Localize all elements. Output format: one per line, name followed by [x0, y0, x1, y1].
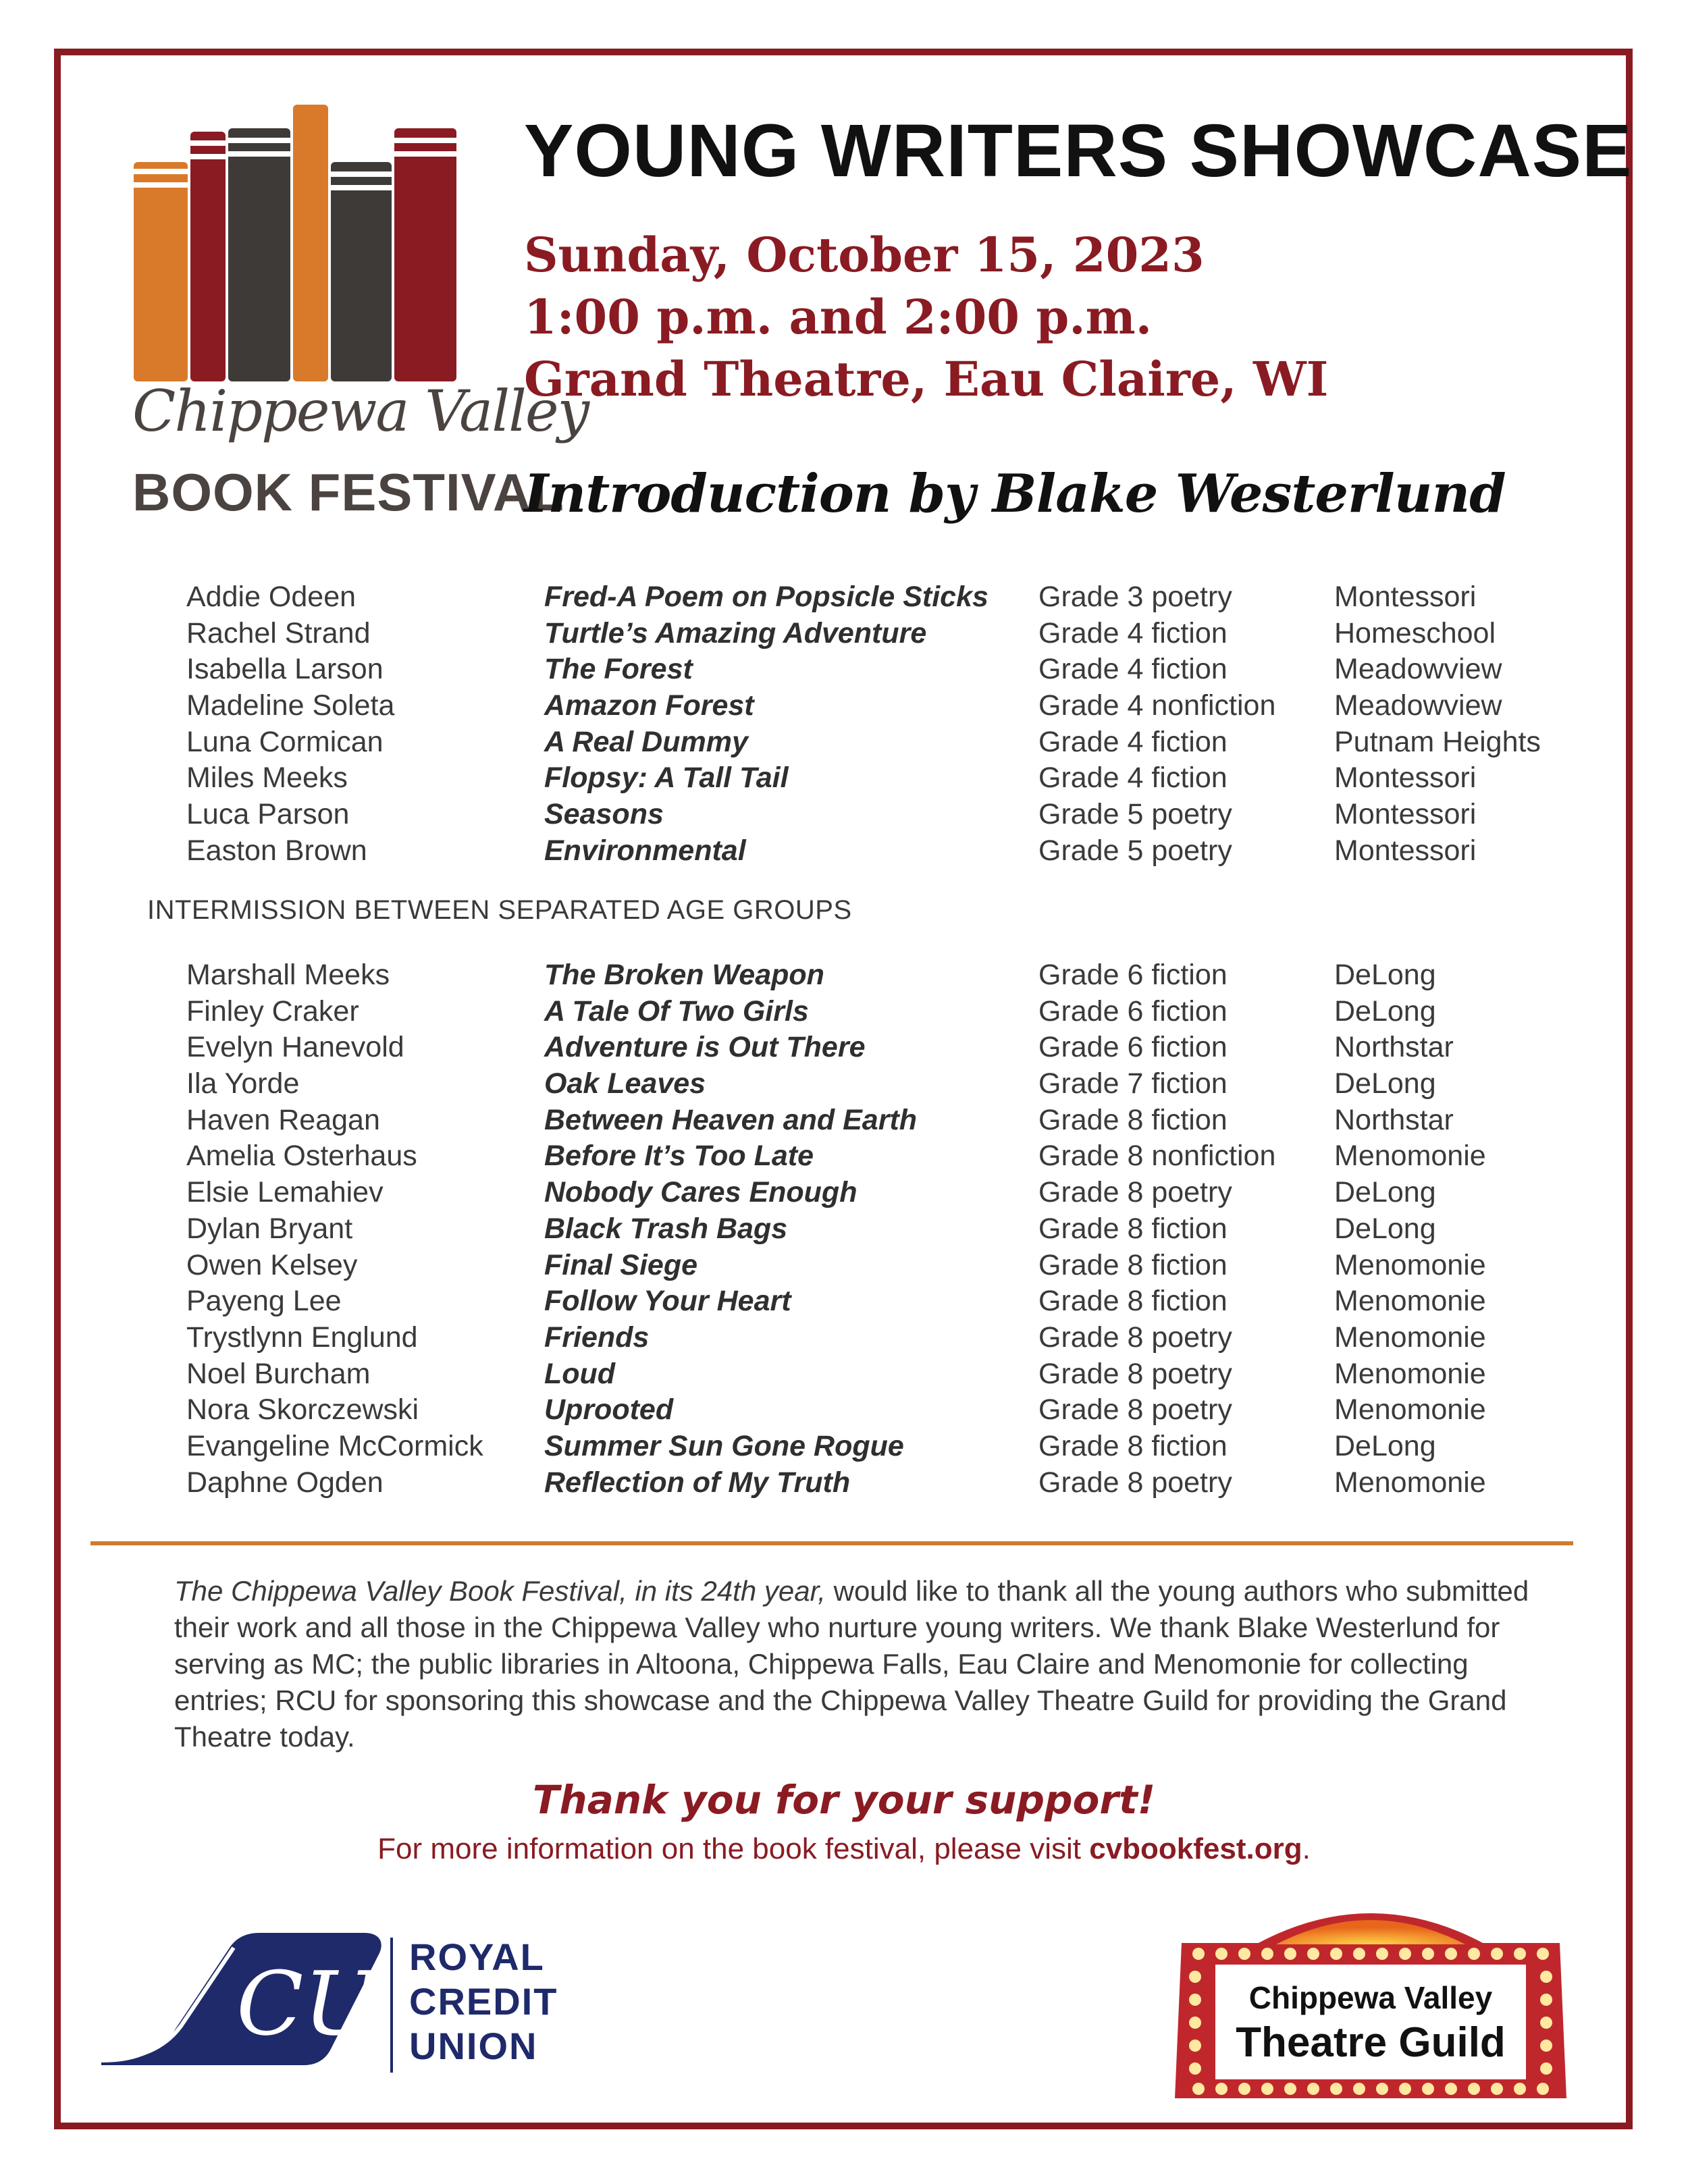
- author-name: Evelyn Hanevold: [186, 1031, 404, 1064]
- grade-category: Grade 6 fiction: [1038, 994, 1228, 1028]
- school-name: Putnam Heights: [1334, 725, 1541, 758]
- work-title: Black Trash Bags: [544, 1212, 788, 1245]
- book-icon: [293, 105, 328, 381]
- marquee-bulb-icon: [1284, 1948, 1296, 1960]
- author-name: Luca Parson: [186, 798, 350, 831]
- grade-category: Grade 8 poetry: [1038, 1393, 1232, 1427]
- entry-row: [186, 1283, 1604, 1320]
- school-name: Menomonie: [1334, 1285, 1486, 1318]
- work-title: Flopsy: A Tall Tail: [544, 762, 789, 795]
- entry-row: [186, 833, 1604, 870]
- author-name: Elsie Lemahiev: [186, 1176, 384, 1209]
- book-icon: [228, 128, 290, 381]
- work-title: Loud: [544, 1357, 616, 1390]
- school-name: DeLong: [1334, 1067, 1436, 1100]
- marquee-bulb-icon: [1330, 2083, 1342, 2095]
- event-venue: Grand Theatre, Eau Claire, WI: [524, 351, 1329, 407]
- grade-category: Grade 4 fiction: [1038, 653, 1228, 686]
- school-name: Menomonie: [1334, 1393, 1486, 1427]
- work-title: Environmental: [544, 834, 746, 867]
- svg-text:CU: CU: [236, 1952, 378, 2055]
- author-name: Marshall Meeks: [186, 959, 390, 991]
- work-title: Reflection of My Truth: [544, 1466, 851, 1499]
- work-title: Turtle’s Amazing Adventure: [544, 616, 927, 649]
- entry-row: [186, 957, 1604, 994]
- marquee-bulb-icon: [1330, 1948, 1342, 1960]
- roster-group-1: [186, 579, 1604, 870]
- entry-row: [186, 994, 1604, 1030]
- grade-category: Grade 8 fiction: [1038, 1212, 1228, 1245]
- entry-row: [186, 1320, 1604, 1356]
- school-name: Northstar: [1334, 1103, 1454, 1136]
- school-name: Menomonie: [1334, 1248, 1486, 1281]
- entry-row: [186, 760, 1604, 797]
- work-title: Adventure is Out There: [544, 1031, 866, 1064]
- school-name: Meadowview: [1334, 689, 1502, 722]
- work-title: Friends: [544, 1321, 650, 1354]
- work-title: Before It’s Too Late: [544, 1140, 814, 1173]
- school-name: DeLong: [1334, 1176, 1436, 1209]
- grade-category: Grade 8 poetry: [1038, 1321, 1232, 1354]
- school-name: Menomonie: [1334, 1466, 1486, 1499]
- author-name: Daphne Ogden: [186, 1466, 384, 1499]
- grade-category: Grade 4 fiction: [1038, 725, 1228, 758]
- marquee-bulb-icon: [1376, 2083, 1388, 2095]
- marquee-bulb-icon: [1445, 1948, 1457, 1960]
- grade-category: Grade 3 poetry: [1038, 581, 1232, 613]
- school-name: DeLong: [1334, 994, 1436, 1028]
- work-title: Fred-A Poem on Popsicle Sticks: [544, 581, 988, 613]
- marquee-bulb-icon: [1284, 2083, 1296, 2095]
- entry-row: [186, 651, 1604, 688]
- marquee-bulb-icon: [1468, 2083, 1480, 2095]
- marquee-bulb-icon: [1514, 2083, 1526, 2095]
- work-title: The Forest: [544, 653, 693, 686]
- work-title: Follow Your Heart: [544, 1285, 791, 1318]
- entry-row: [186, 1211, 1604, 1248]
- school-name: Montessori: [1334, 581, 1477, 613]
- event-times: 1:00 p.m. and 2:00 p.m.: [524, 289, 1153, 345]
- entry-row: [186, 1066, 1604, 1102]
- school-name: Menomonie: [1334, 1140, 1486, 1173]
- author-name: Miles Meeks: [186, 762, 348, 795]
- work-title: A Tale Of Two Girls: [544, 994, 809, 1028]
- work-title: Between Heaven and Earth: [544, 1103, 918, 1136]
- work-title: Nobody Cares Enough: [544, 1176, 858, 1209]
- author-name: Owen Kelsey: [186, 1248, 358, 1281]
- author-name: Trystlynn Englund: [186, 1321, 418, 1354]
- work-title: Oak Leaves: [544, 1067, 706, 1100]
- entry-row: [186, 688, 1604, 724]
- work-title: The Broken Weapon: [544, 959, 824, 991]
- book-icon: [190, 132, 226, 381]
- school-name: Menomonie: [1334, 1321, 1486, 1354]
- marquee-bulb-icon: [1422, 2083, 1434, 2095]
- entry-row: [186, 724, 1604, 761]
- author-name: Dylan Bryant: [186, 1212, 353, 1245]
- author-name: Evangeline McCormick: [186, 1429, 483, 1462]
- more-info-suffix: .: [1302, 1832, 1311, 1865]
- grade-category: Grade 6 fiction: [1038, 959, 1228, 991]
- marquee-bulb-icon: [1192, 2083, 1205, 2095]
- marquee-bulb-icon: [1445, 2083, 1457, 2095]
- author-name: Finley Craker: [186, 994, 359, 1028]
- marquee-bulb-icon: [1261, 1948, 1273, 1960]
- marquee-bulb-icon: [1514, 1948, 1526, 1960]
- school-name: DeLong: [1334, 1212, 1436, 1245]
- marquee-bulb-icon: [1399, 1948, 1411, 1960]
- rcu-word: ROYAL: [409, 1936, 545, 1978]
- marquee-bulb-icon: [1307, 1948, 1319, 1960]
- marquee-bulb-icon: [1192, 1948, 1205, 1960]
- school-name: Menomonie: [1334, 1357, 1486, 1390]
- author-name: Luna Cormican: [186, 725, 384, 758]
- more-info-prefix: For more information on the book festival, please visit: [377, 1832, 1090, 1865]
- author-name: Easton Brown: [186, 834, 367, 867]
- work-title: Amazon Forest: [544, 689, 754, 722]
- grade-category: Grade 8 poetry: [1038, 1357, 1232, 1390]
- author-name: Payeng Lee: [186, 1285, 342, 1318]
- author-name: Addie Odeen: [186, 581, 357, 613]
- marquee-bulb-icon: [1261, 2083, 1273, 2095]
- event-date: Sunday, October 15, 2023: [524, 227, 1205, 283]
- marquee-bulb-icon: [1353, 1948, 1365, 1960]
- rcu-separator: [390, 1938, 393, 2073]
- section-divider: [90, 1541, 1573, 1545]
- school-name: Montessori: [1334, 834, 1477, 867]
- author-name: Rachel Strand: [186, 616, 371, 649]
- marquee-bulb-icon: [1537, 1948, 1549, 1960]
- thank-you-lead: The Chippewa Valley Book Festival, in its 24th year,: [174, 1575, 826, 1607]
- school-name: Montessori: [1334, 798, 1477, 831]
- grade-category: Grade 7 fiction: [1038, 1067, 1228, 1100]
- author-name: Noel Burcham: [186, 1357, 371, 1390]
- book-icon: [134, 162, 188, 381]
- page-title: YOUNG WRITERS SHOWCASE: [524, 109, 1633, 192]
- entry-row: [186, 616, 1604, 652]
- marquee-bulb-icon: [1399, 2083, 1411, 2095]
- marquee-bulb-icon: [1238, 1948, 1250, 1960]
- logo-name-line1: Chippewa Valley: [132, 378, 589, 444]
- school-name: Meadowview: [1334, 653, 1502, 686]
- grade-category: Grade 5 poetry: [1038, 834, 1232, 867]
- website-link[interactable]: cvbookfest.org: [1089, 1832, 1302, 1865]
- logo-name-line2: BOOK FESTIVAL: [132, 462, 564, 522]
- book-stack-logo: [128, 101, 479, 520]
- marquee-bulb-icon: [1353, 2083, 1365, 2095]
- marquee-bulb-icon: [1491, 1948, 1503, 1960]
- marquee-bulb-icon: [1422, 1948, 1434, 1960]
- rcu-wordmark: [409, 1935, 558, 2069]
- theatre-guild-line2: Theatre Guild: [1236, 2019, 1506, 2066]
- author-name: Ila Yorde: [186, 1067, 300, 1100]
- marquee-bulb-icon: [1537, 2083, 1549, 2095]
- theatre-guild-line1: Chippewa Valley: [1248, 1980, 1493, 2015]
- support-heading: Thank you for your support!: [532, 1777, 1156, 1823]
- entry-row: [186, 1429, 1604, 1465]
- entry-row: [186, 1138, 1604, 1175]
- entry-row: [186, 1102, 1604, 1139]
- entry-row: [186, 579, 1604, 616]
- author-name: Nora Skorczewski: [186, 1393, 419, 1427]
- grade-category: Grade 8 fiction: [1038, 1248, 1228, 1281]
- entry-row: [186, 797, 1604, 833]
- work-title: Uprooted: [544, 1393, 674, 1427]
- intermission-note: INTERMISSION BETWEEN SEPARATED AGE GROUPS: [147, 895, 852, 925]
- marquee-bulb-icon: [1491, 2083, 1503, 2095]
- book-icon: [331, 162, 392, 381]
- marquee-bulb-icon: [1238, 2083, 1250, 2095]
- roster-group-2: [186, 957, 1604, 1501]
- school-name: DeLong: [1334, 959, 1436, 991]
- rcu-word: UNION: [409, 2025, 538, 2067]
- work-title: Seasons: [544, 798, 664, 831]
- entry-row: [186, 1465, 1604, 1501]
- marquee-bulb-icon: [1215, 2083, 1228, 2095]
- grade-category: Grade 5 poetry: [1038, 798, 1232, 831]
- more-info-line: [0, 1832, 1688, 1866]
- marquee-bulb-icon: [1468, 1948, 1480, 1960]
- school-name: Montessori: [1334, 762, 1477, 795]
- entry-row: [186, 1030, 1604, 1066]
- book-icon: [394, 128, 456, 381]
- author-name: Isabella Larson: [186, 653, 384, 686]
- grade-category: Grade 8 nonfiction: [1038, 1140, 1276, 1173]
- grade-category: Grade 8 poetry: [1038, 1466, 1232, 1499]
- entry-row: [186, 1356, 1604, 1393]
- school-name: DeLong: [1334, 1429, 1436, 1462]
- work-title: A Real Dummy: [544, 725, 748, 758]
- grade-category: Grade 4 fiction: [1038, 616, 1228, 649]
- rcu-logo-icon: [101, 1927, 385, 2069]
- author-name: Haven Reagan: [186, 1103, 380, 1136]
- marquee-bulb-icon: [1215, 1948, 1228, 1960]
- grade-category: Grade 6 fiction: [1038, 1031, 1228, 1064]
- entry-row: [186, 1392, 1604, 1429]
- grade-category: Grade 8 poetry: [1038, 1176, 1232, 1209]
- rcu-word: CREDIT: [409, 1980, 558, 2023]
- author-name: Amelia Osterhaus: [186, 1140, 417, 1173]
- thank-you-body: would like to thank all the young authors who submitted their work and all those in the Chippewa Valley who nurture young writers. We thank Blake Westerlund for serving as MC; the public libraries in Altoona, Chippewa Falls, Eau Claire and Menomonie for collecting entries; RCU for sponsoring this showcase and the Chippewa Valley Theatre Guild for providing the Grand Theatre today.: [174, 1575, 1529, 1753]
- work-title: Summer Sun Gone Rogue: [544, 1429, 904, 1462]
- grade-category: Grade 8 fiction: [1038, 1103, 1228, 1136]
- grade-category: Grade 8 fiction: [1038, 1285, 1228, 1318]
- introduction-line: Introduction by Blake Westerlund: [524, 463, 1506, 525]
- marquee-bulb-icon: [1307, 2083, 1319, 2095]
- school-name: Northstar: [1334, 1031, 1454, 1064]
- entry-row: [186, 1175, 1604, 1211]
- thank-you-paragraph: [174, 1573, 1538, 1755]
- school-name: Homeschool: [1334, 616, 1496, 649]
- grade-category: Grade 4 fiction: [1038, 762, 1228, 795]
- marquee-bulb-icon: [1376, 1948, 1388, 1960]
- grade-category: Grade 8 fiction: [1038, 1429, 1228, 1462]
- work-title: Final Siege: [544, 1248, 698, 1281]
- grade-category: Grade 4 nonfiction: [1038, 689, 1276, 722]
- entry-row: [186, 1248, 1604, 1284]
- author-name: Madeline Soleta: [186, 689, 395, 722]
